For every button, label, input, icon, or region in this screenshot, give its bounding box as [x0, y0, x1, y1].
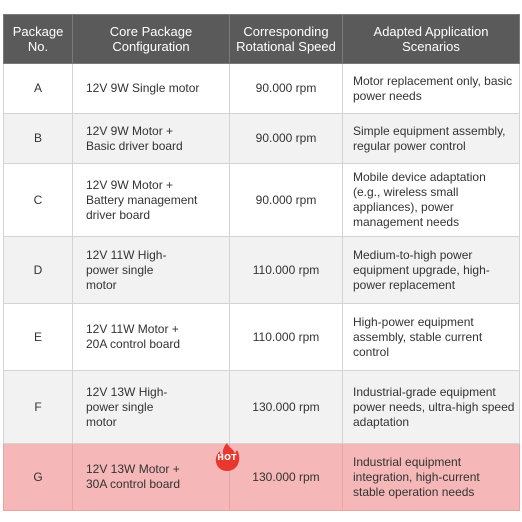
config-wrap [86, 453, 237, 492]
config-cell: 12V 9W Single motor [73, 64, 230, 114]
table-row [4, 371, 520, 444]
package-cell: G [4, 444, 73, 511]
scenario-cell: Simple equipment assembly, regular power control [343, 114, 520, 164]
package-cell: F [4, 371, 73, 444]
header-speed: Corresponding Rotational Speed [230, 15, 343, 64]
header-config: Core Package Configuration [73, 15, 230, 64]
config-cell: 12V 11W Motor + 20A control board [73, 304, 230, 371]
table-row [4, 304, 520, 371]
scenario-cell: Industrial equipment integration, high-current stable operation needs [343, 444, 520, 511]
config-cell: 12V 9W Motor + Basic driver board [73, 114, 230, 164]
table-row [4, 237, 520, 304]
table-row-highlighted [4, 444, 520, 511]
flame-hot-icon [214, 442, 240, 472]
speed-cell: 90.000 rpm [230, 64, 343, 114]
scenario-cell: Mobile device adaptation (e.g., wireless small appliances), power management needs [343, 164, 520, 237]
package-comparison-table [3, 14, 520, 511]
config-text: 12V 13W Motor + 30A control board [86, 462, 181, 491]
speed-cell: 130.000 rpm [230, 444, 343, 511]
scenario-cell: Industrial-grade equipment power needs, ultra-high speed adaptation [343, 371, 520, 444]
package-cell: D [4, 237, 73, 304]
config-cell: 12V 11W High-power single motor [73, 237, 230, 304]
package-cell: E [4, 304, 73, 371]
config-cell [73, 444, 237, 511]
package-cell: B [4, 114, 73, 164]
scenario-cell: High-power equipment assembly, stable current control [343, 304, 520, 371]
scenario-cell: Motor replacement only, basic power needs [343, 64, 520, 114]
hot-badge-label: HOT [217, 453, 237, 462]
table-row [4, 164, 520, 237]
header-scenario: Adapted Application Scenarios [343, 15, 520, 64]
config-cell: 12V 9W Motor + Battery management driver board [73, 164, 230, 237]
config-cell: 12V 13W High-power single motor [73, 371, 230, 444]
table-row [4, 64, 520, 114]
speed-cell: 90.000 rpm [230, 164, 343, 237]
package-cell: C [4, 164, 73, 237]
package-cell: A [4, 64, 73, 114]
speed-cell: 110.000 rpm [230, 237, 343, 304]
scenario-cell: Medium-to-high power equipment upgrade, high-power replacement [343, 237, 520, 304]
speed-cell: 130.000 rpm [230, 371, 343, 444]
table-row [4, 114, 520, 164]
header-package: Package No. [4, 15, 73, 64]
speed-cell: 110.000 rpm [230, 304, 343, 371]
table-header-row [4, 15, 520, 64]
speed-cell: 90.000 rpm [230, 114, 343, 164]
